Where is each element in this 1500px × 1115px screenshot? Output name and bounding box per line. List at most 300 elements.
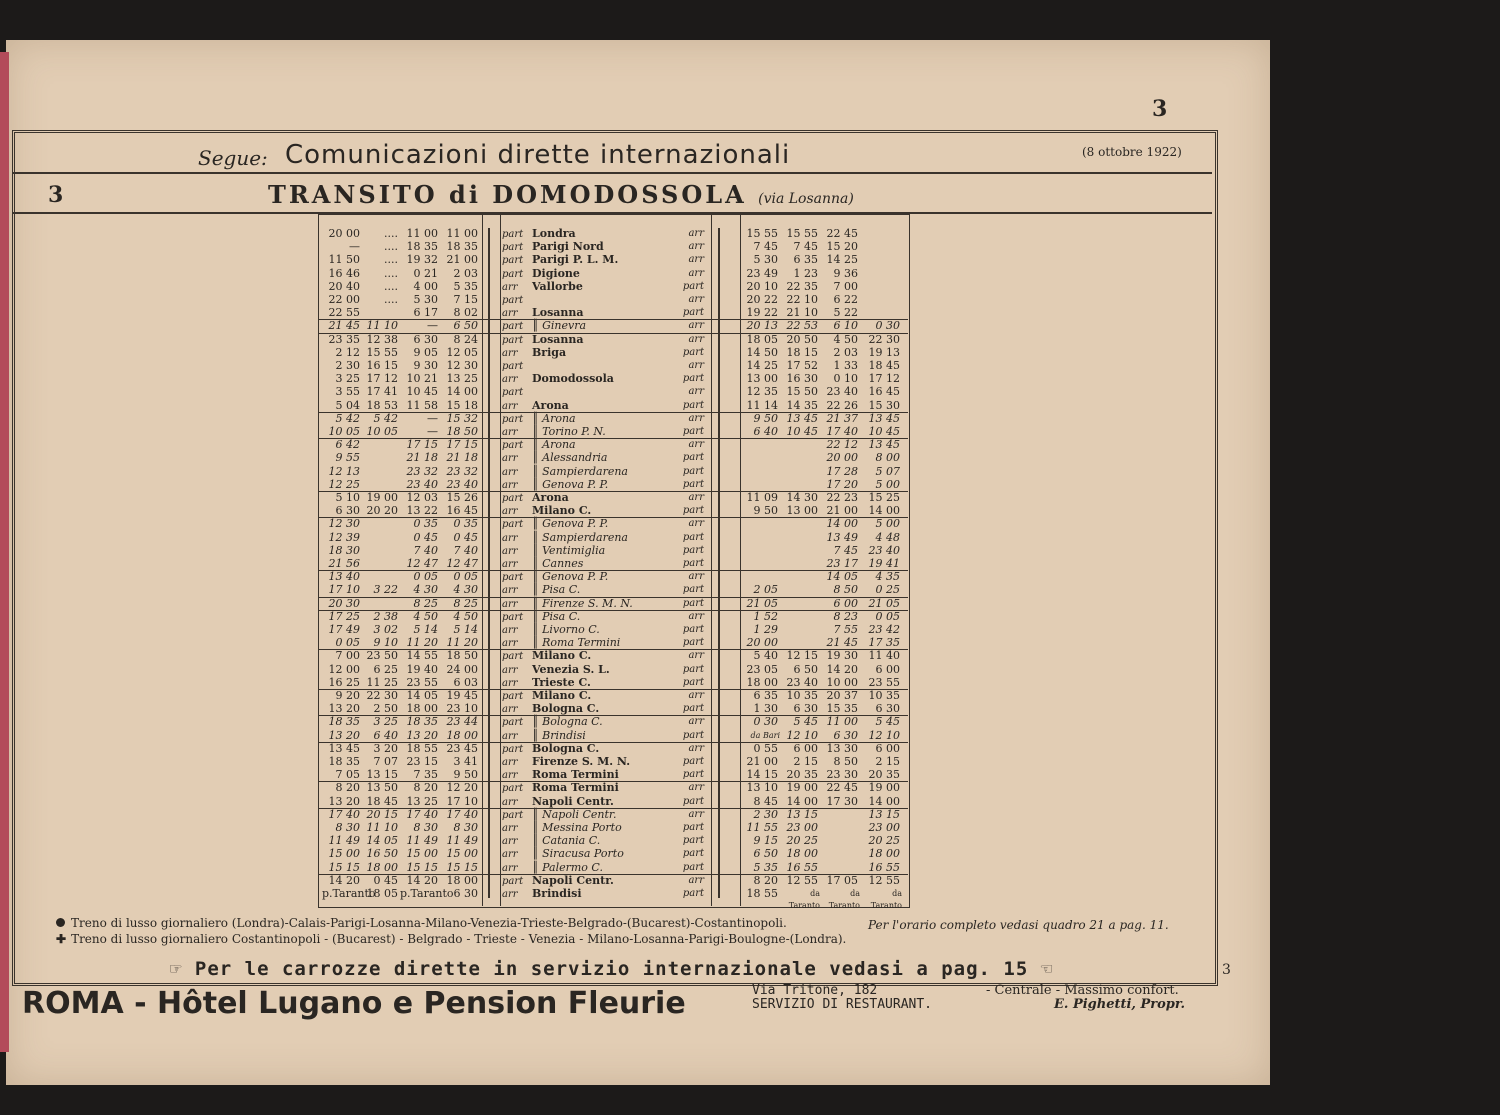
up-time-cell: 5 45	[875, 715, 900, 729]
arr-part-label: part	[682, 558, 704, 569]
down-time-cell: 13 40	[328, 570, 360, 584]
up-time-cell: 14 05	[826, 570, 858, 584]
down-time-cell: 18 30	[328, 543, 360, 557]
down-time-cell: 10 05	[366, 425, 398, 438]
arr-part-label: arr	[688, 228, 704, 239]
down-time-cell: 6 30	[335, 504, 360, 518]
part-arr-label: part	[502, 334, 524, 346]
part-arr-label: arr	[502, 638, 518, 650]
arr-part-label: arr	[688, 386, 704, 398]
up-time-cell: 16 55	[786, 860, 818, 874]
station-name: Briga	[532, 345, 567, 359]
up-time-cell: 18 05	[746, 332, 778, 346]
station-name: ║ Siracusa Porto	[532, 847, 624, 861]
up-time-cell: 13 00	[786, 504, 818, 518]
down-time-cell: 3 41	[453, 755, 478, 768]
part-arr-label: arr	[502, 347, 518, 359]
up-time-cell: 19 22	[746, 306, 778, 320]
segue-label: Segue:	[198, 146, 268, 170]
down-time-cell: 19 32	[406, 253, 438, 267]
down-time-cell: 22 00	[328, 293, 360, 306]
part-arr-label: part	[502, 242, 524, 254]
down-time-cell: ....	[384, 293, 398, 306]
down-time-cell: 13 20	[328, 794, 360, 808]
station-cell	[502, 796, 708, 809]
row-group-separator	[318, 610, 908, 611]
up-time-cell: 10 35	[786, 689, 818, 702]
down-time-cell: 18 35	[328, 715, 360, 729]
up-time-cell: 11 09	[746, 491, 778, 504]
station-name: ║ Bologna C.	[532, 715, 603, 729]
down-time-cell: 3 25	[373, 715, 398, 729]
arr-part-label: part	[682, 848, 704, 860]
down-time-cell: 23 35	[328, 332, 360, 346]
down-time-cell: 18 35	[328, 755, 360, 768]
down-time-cell: 4 30	[413, 583, 438, 597]
station-name: ║ Firenze S. M. N.	[532, 596, 633, 610]
down-time-cell: 17 40	[446, 807, 478, 821]
down-time-cell: 23 32	[446, 464, 478, 478]
section-via: (via Losanna)	[758, 191, 854, 207]
station-cell	[502, 664, 708, 677]
part-arr-label: arr	[502, 308, 518, 320]
down-time-cell: 23 10	[446, 702, 478, 716]
advert-address	[752, 984, 932, 1012]
down-time-cell: 14 20	[328, 873, 360, 887]
advert-restaurant: SERVIZIO DI RESTAURANT.	[752, 997, 933, 1012]
down-time-cell: 3 55	[335, 385, 360, 399]
up-time-cell: 6 00	[875, 662, 900, 676]
station-cell	[502, 268, 708, 281]
arr-part-label: part	[682, 531, 704, 543]
station-cell	[502, 730, 708, 743]
up-time-cell: 13 15	[786, 807, 818, 821]
up-time-cell: 22 10	[786, 293, 818, 306]
station-name: ║ Genova P. P.	[532, 517, 609, 531]
down-time-cell: 21 18	[446, 451, 478, 465]
down-time-cell: 13 20	[406, 728, 438, 742]
part-arr-label: part	[502, 440, 524, 452]
station-cell	[502, 228, 708, 241]
row-group-separator	[318, 742, 908, 743]
edition-date: (8 ottobre 1922)	[1082, 145, 1182, 159]
arr-part-label: arr	[688, 808, 704, 820]
part-arr-label: arr	[502, 479, 518, 491]
part-arr-label: arr	[502, 427, 518, 438]
up-time-cell: 17 30	[826, 794, 858, 808]
up-time-cell: 1 29	[753, 623, 778, 636]
arr-part-label: part	[682, 307, 704, 319]
footnote-1	[56, 916, 787, 930]
station-cell	[502, 743, 708, 756]
down-time-cell: 2 38	[373, 609, 398, 623]
row-group-separator	[318, 781, 908, 782]
station-cell	[502, 386, 708, 399]
down-time-cell: 23 55	[406, 675, 438, 689]
down-time-cell: 8 02	[453, 306, 478, 320]
up-time-cell: 20 13	[746, 319, 778, 333]
down-time-cell: 16 45	[446, 504, 478, 518]
station-cell	[502, 848, 708, 861]
arr-part-label: part	[682, 861, 704, 873]
station-cell	[502, 492, 708, 505]
down-time-cell: 15 55	[366, 345, 398, 359]
row-group-separator	[318, 874, 908, 875]
down-time-cell: 12 47	[446, 557, 478, 570]
up-time-cell: 16 30	[786, 372, 818, 386]
arr-part-label: part	[682, 426, 704, 437]
up-time-cell: 7 45	[753, 240, 778, 254]
down-time-cell: 20 15	[366, 807, 398, 821]
part-arr-label: part	[502, 413, 524, 425]
footnote-2-text: Treno di lusso giornaliero Costantinopoli - (Bucarest) - Belgrado - Trieste - Venezia - Milano-Losanna-Parigi-Boulogne-(Londra).	[71, 932, 847, 946]
down-time-cell: —	[427, 411, 438, 425]
down-time-cell: 16 50	[366, 847, 398, 861]
station-cell	[502, 650, 708, 663]
up-time-cell: 21 00	[746, 755, 778, 768]
up-time-cell: 20 10	[746, 279, 778, 293]
up-time-cell: 18 15	[786, 345, 818, 359]
station-name: Bologna C.	[532, 741, 600, 755]
down-time-cell: 12 38	[366, 332, 398, 346]
station-name: Brindisi	[532, 887, 582, 900]
part-arr-label: part	[502, 268, 524, 280]
up-time-cell: 20 50	[786, 332, 818, 346]
down-time-cell: 6 25	[373, 662, 398, 676]
row-group-separator	[318, 597, 908, 598]
arr-part-label: arr	[688, 439, 704, 451]
station-name: Milano C.	[532, 689, 592, 702]
advert-right	[986, 984, 1185, 1012]
station-name: Bologna C.	[532, 702, 600, 716]
carrozze-text: Per le carrozze dirette in servizio internazionale vedasi a pag. 15	[194, 958, 1029, 980]
down-time-cell: 18 55	[406, 741, 438, 755]
down-time-cell: 6 50	[453, 319, 478, 333]
station-name: Parigi Nord	[532, 240, 604, 254]
arr-part-label: part	[682, 676, 704, 688]
down-time-cell: 12 30	[328, 517, 360, 531]
down-time-cell: p.Taranto	[400, 887, 454, 900]
down-time-cell: 12 05	[446, 345, 478, 359]
down-time-cell: 23 45	[446, 741, 478, 755]
down-time-cell: 9 20	[335, 689, 360, 702]
down-time-cell: 11 49	[446, 834, 478, 848]
up-time-cell: 5 45	[793, 715, 818, 729]
part-arr-label: arr	[502, 453, 518, 465]
down-time-cell: 15 00	[446, 847, 478, 861]
down-time-cell: 17 40	[406, 807, 438, 821]
down-time-cell: 9 50	[453, 768, 478, 782]
down-time-cell: 7 40	[453, 543, 478, 557]
up-time-cell: 22 35	[786, 279, 818, 293]
station-cell	[502, 782, 708, 795]
down-time-cell: 6 30	[413, 332, 438, 346]
up-time-cell: 13 00	[746, 372, 778, 386]
up-time-cell: 19 41	[868, 557, 900, 570]
down-time-cell: 4 50	[453, 609, 478, 623]
down-time-cell: 22 30	[366, 689, 398, 702]
station-name: Losanna	[532, 306, 584, 320]
part-arr-label: part	[502, 255, 524, 267]
up-time-cell: 0 25	[875, 583, 900, 597]
up-time-cell: 22 12	[826, 438, 858, 452]
arr-part-label: arr	[688, 610, 704, 622]
part-arr-label: part	[502, 783, 524, 795]
up-time-cell: 9 15	[753, 834, 778, 848]
arr-part-label: arr	[688, 518, 704, 530]
down-time-cell: ....	[384, 227, 398, 240]
part-arr-label: part	[502, 493, 524, 504]
down-time-cell: 18 50	[446, 425, 478, 438]
down-time-cell: 17 12	[366, 372, 398, 386]
up-time-cell: 8 23	[833, 609, 858, 623]
down-time-cell: —	[349, 240, 360, 254]
station-name: ║ Catania C.	[532, 834, 601, 848]
arr-part-label: part	[682, 769, 704, 781]
down-time-cell: 0 05	[335, 636, 360, 650]
up-time-cell: 0 55	[753, 741, 778, 755]
up-time-cell: 21 05	[746, 596, 778, 610]
up-time-cell: 11 00	[826, 715, 858, 729]
up-time-cell: 19 13	[868, 345, 900, 359]
up-time-cell: 19 00	[786, 781, 818, 795]
up-time-cell: 9 50	[753, 411, 778, 425]
down-time-cell: 3 20	[373, 741, 398, 755]
row-group-separator	[318, 333, 908, 334]
table-number: 3	[48, 182, 64, 208]
station-name: Milano C.	[532, 504, 592, 518]
part-arr-label: part	[502, 387, 524, 399]
station-name: Vallorbe	[532, 279, 583, 293]
down-time-cell: 6 17	[413, 306, 438, 320]
down-time-cell: 18 05	[366, 887, 398, 900]
down-time-cell: 0 35	[453, 517, 478, 531]
part-arr-label: arr	[502, 545, 518, 557]
down-time-cell: 8 30	[335, 821, 360, 834]
row-group-separator	[318, 412, 908, 413]
down-time-cell: 18 00	[366, 860, 398, 874]
part-arr-label: arr	[502, 281, 518, 293]
up-time-cell: 0 30	[753, 715, 778, 729]
down-time-cell: 11 00	[406, 227, 438, 240]
down-time-cell: 8 20	[413, 781, 438, 795]
arr-part-label: part	[682, 465, 704, 477]
up-time-cell: 17 52	[786, 359, 818, 372]
arr-part-label: arr	[688, 333, 704, 345]
down-time-cell: 12 30	[446, 359, 478, 372]
down-time-cell: 15 00	[406, 847, 438, 861]
down-time-cell: ....	[384, 266, 398, 280]
up-time-cell: 21 45	[826, 636, 858, 650]
up-time-cell: 17 20	[826, 477, 858, 491]
down-time-cell: 23 40	[406, 477, 438, 491]
down-time-cell: 2 03	[453, 266, 478, 280]
down-time-cell: p.Taranto	[322, 887, 376, 900]
down-time-cell: 18 50	[446, 649, 478, 663]
down-time-cell: 7 00	[335, 649, 360, 663]
part-arr-label: arr	[502, 796, 518, 808]
up-time-cell: 6 10	[833, 319, 858, 333]
station-name: ║ Cannes	[532, 557, 584, 570]
pointing-hand-icon: ☞	[170, 958, 195, 980]
station-name: ║ Alessandria	[532, 451, 608, 465]
down-time-cell: 18 00	[446, 728, 478, 742]
up-time-cell: 6 35	[753, 689, 778, 702]
down-time-cell: 14 20	[406, 873, 438, 887]
part-arr-label: part	[502, 295, 524, 306]
down-time-cell: —	[427, 319, 438, 333]
up-time-cell: 5 22	[833, 306, 858, 320]
part-arr-label: part	[502, 321, 524, 333]
up-time-cell: 23 40	[868, 543, 900, 557]
up-time-cell: 11 14	[746, 398, 778, 412]
down-time-cell: 23 15	[406, 755, 438, 768]
part-arr-label: part	[502, 572, 524, 584]
station-name: ║ Genova P. P.	[532, 477, 609, 491]
row-group-separator	[318, 319, 908, 320]
station-cell	[502, 888, 708, 901]
arr-part-label: part	[682, 346, 704, 358]
part-arr-label: part	[502, 875, 524, 887]
up-time-cell: 8 20	[753, 873, 778, 887]
up-time-cell: 20 25	[868, 834, 900, 848]
station-cell	[502, 281, 708, 294]
advert-owner: E. Pighetti, Propr.	[1054, 997, 1186, 1012]
station-name: Napoli Centr.	[532, 794, 614, 808]
up-time-cell: 8 50	[833, 583, 858, 597]
up-time-cell: 20 35	[786, 768, 818, 782]
advert-street: Via Tritone, 182	[752, 983, 878, 998]
down-time-cell: 19 45	[446, 689, 478, 702]
down-direction-arrow	[488, 228, 490, 898]
down-time-cell: 6 42	[335, 438, 360, 452]
station-cell	[502, 241, 708, 254]
up-time-cell: 23 00	[868, 821, 900, 834]
down-time-cell: ....	[384, 279, 398, 293]
station-cell	[502, 320, 708, 333]
down-time-cell: 18 45	[366, 794, 398, 808]
up-time-cell: da Bari	[750, 730, 780, 740]
arr-part-label: part	[682, 822, 704, 833]
up-time-cell: 1 30	[753, 702, 778, 716]
part-arr-label: part	[502, 519, 524, 531]
up-time-cell: 14 00	[868, 504, 900, 518]
down-time-cell: 13 45	[328, 741, 360, 755]
part-arr-label: arr	[502, 836, 518, 848]
up-time-cell: 17 12	[868, 372, 900, 386]
up-time-cell: 5 35	[753, 860, 778, 874]
up-time-cell: 12 10	[786, 728, 818, 742]
lusso-cross-icon: ✚	[56, 932, 67, 946]
down-time-cell: 8 24	[453, 332, 478, 346]
up-time-cell: 4 50	[833, 332, 858, 346]
up-time-cell: 17 05	[826, 873, 858, 887]
up-time-cell: 13 45	[868, 411, 900, 425]
up-time-cell: 6 00	[875, 741, 900, 755]
up-time-cell: 0 10	[833, 372, 858, 386]
station-name: ║ Sampierdarena	[532, 530, 628, 544]
up-time-cell: 9 36	[833, 266, 858, 280]
up-time-cell: 21 37	[826, 411, 858, 425]
down-time-cell: 17 15	[446, 438, 478, 452]
up-time-cell: 18 00	[746, 675, 778, 689]
down-time-cell: 20 30	[328, 596, 360, 610]
up-time-cell: 13 45	[868, 438, 900, 452]
up-time-cell: 13 49	[826, 530, 858, 544]
down-time-cell: 21 56	[328, 557, 360, 570]
up-time-cell: 15 50	[786, 385, 818, 399]
station-name: Trieste C.	[532, 675, 591, 689]
footnote-2	[56, 932, 846, 946]
up-time-cell: 1 33	[833, 359, 858, 372]
up-time-cell: 13 10	[746, 781, 778, 795]
station-cell	[502, 413, 708, 426]
down-time-cell: 12 00	[328, 662, 360, 676]
part-arr-label: arr	[502, 664, 518, 676]
down-time-cell: 15 26	[446, 491, 478, 504]
down-time-cell: 11 49	[328, 834, 360, 848]
station-cell	[502, 294, 708, 307]
down-time-cell: 5 10	[335, 491, 360, 504]
down-time-cell: 8 30	[413, 821, 438, 834]
up-time-cell: 4 48	[875, 530, 900, 544]
down-time-cell: 3 25	[335, 372, 360, 386]
down-time-cell: 19 40	[406, 662, 438, 676]
up-time-cell: 23 30	[826, 768, 858, 782]
down-time-cell: 0 45	[413, 530, 438, 544]
down-time-cell: 0 21	[413, 266, 438, 280]
up-time-cell: 22 45	[826, 781, 858, 795]
down-time-cell: 7 07	[373, 755, 398, 768]
up-time-cell: 18 00	[786, 847, 818, 861]
part-arr-label: arr	[502, 677, 518, 689]
down-time-cell: 18 53	[366, 398, 398, 412]
up-time-cell: 7 55	[833, 623, 858, 636]
up-time-cell: 6 40	[753, 425, 778, 438]
down-time-cell: 9 55	[335, 451, 360, 465]
up-direction-arrow	[718, 228, 720, 898]
down-time-cell: 16 46	[328, 266, 360, 280]
down-time-cell: 23 32	[406, 464, 438, 478]
arr-part-label: part	[682, 663, 704, 675]
part-arr-label: part	[502, 361, 524, 372]
up-time-cell: 21 00	[826, 504, 858, 518]
down-time-cell: 10 45	[406, 385, 438, 399]
up-time-cell: 9 50	[753, 504, 778, 518]
down-time-cell: 12 13	[328, 464, 360, 478]
down-time-cell: 16 15	[366, 359, 398, 372]
station-cell	[502, 518, 708, 531]
up-time-cell: 5 00	[875, 477, 900, 491]
arr-part-label: arr	[688, 716, 704, 728]
up-time-cell: 12 10	[868, 728, 900, 742]
station-name: Arona	[532, 491, 569, 504]
down-time-cell: 11 50	[328, 253, 360, 267]
down-time-cell: 11 00	[446, 227, 478, 240]
down-time-cell: 17 10	[328, 583, 360, 597]
part-arr-label: part	[502, 229, 524, 240]
station-cell	[502, 545, 708, 558]
arr-part-label: part	[682, 544, 704, 556]
up-time-cell: 15 35	[826, 702, 858, 716]
up-time-cell: 7 00	[833, 279, 858, 293]
down-time-cell: 15 15	[328, 860, 360, 874]
arr-part-label: part	[682, 888, 704, 899]
up-time-cell: 2 30	[753, 807, 778, 821]
up-time-cell: 8 45	[753, 794, 778, 808]
page-number-bottom: 3	[1222, 962, 1231, 978]
down-time-cell: 12 20	[446, 781, 478, 795]
